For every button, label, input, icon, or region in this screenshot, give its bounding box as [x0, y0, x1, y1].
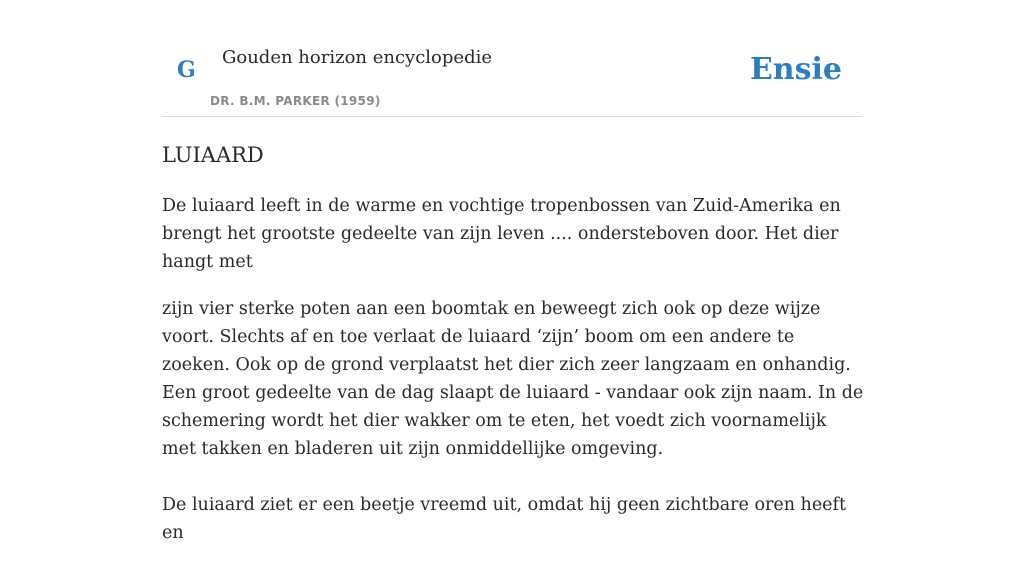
encyclopedia-logo[interactable]: G: [177, 57, 196, 83]
book-title[interactable]: Gouden horizon encyclopedie: [222, 47, 492, 68]
ensie-brand-logo[interactable]: Ensie: [749, 52, 842, 87]
article-paragraph: zijn vier sterke poten aan een boomtak en beweegt zich ook op deze wijze voort. Slechts af en toe verlaat de luiaard ‘zijn’ boom om een andere te zoeken. Ook op de grond verplaatst het dier zich zeer langzaam en onhandig. Een groot gedeelte van de dag slaapt de luiaard - vandaar ook zijn naam. In de schemering wordt het dier wakker om te eten, het voedt zich voornamelijk met takken en bladeren uit zijn onmiddellijke omgeving.: [162, 299, 864, 459]
author-line: DR. B.M. PARKER (1959): [210, 94, 381, 108]
entry-title: LUIAARD: [162, 143, 264, 167]
article-paragraph: De luiaard leeft in de warme en vochtige tropenbossen van Zuid-Amerika en brengt het grootste gedeelte van zijn leven .... ondersteboven door. Het dier hangt met: [162, 196, 841, 272]
article-paragraph: De luiaard ziet er een beetje vreemd uit, omdat hij geen zichtbare oren heeft en: [162, 495, 847, 543]
page-header: [162, 0, 862, 117]
article-content: [162, 138, 864, 566]
